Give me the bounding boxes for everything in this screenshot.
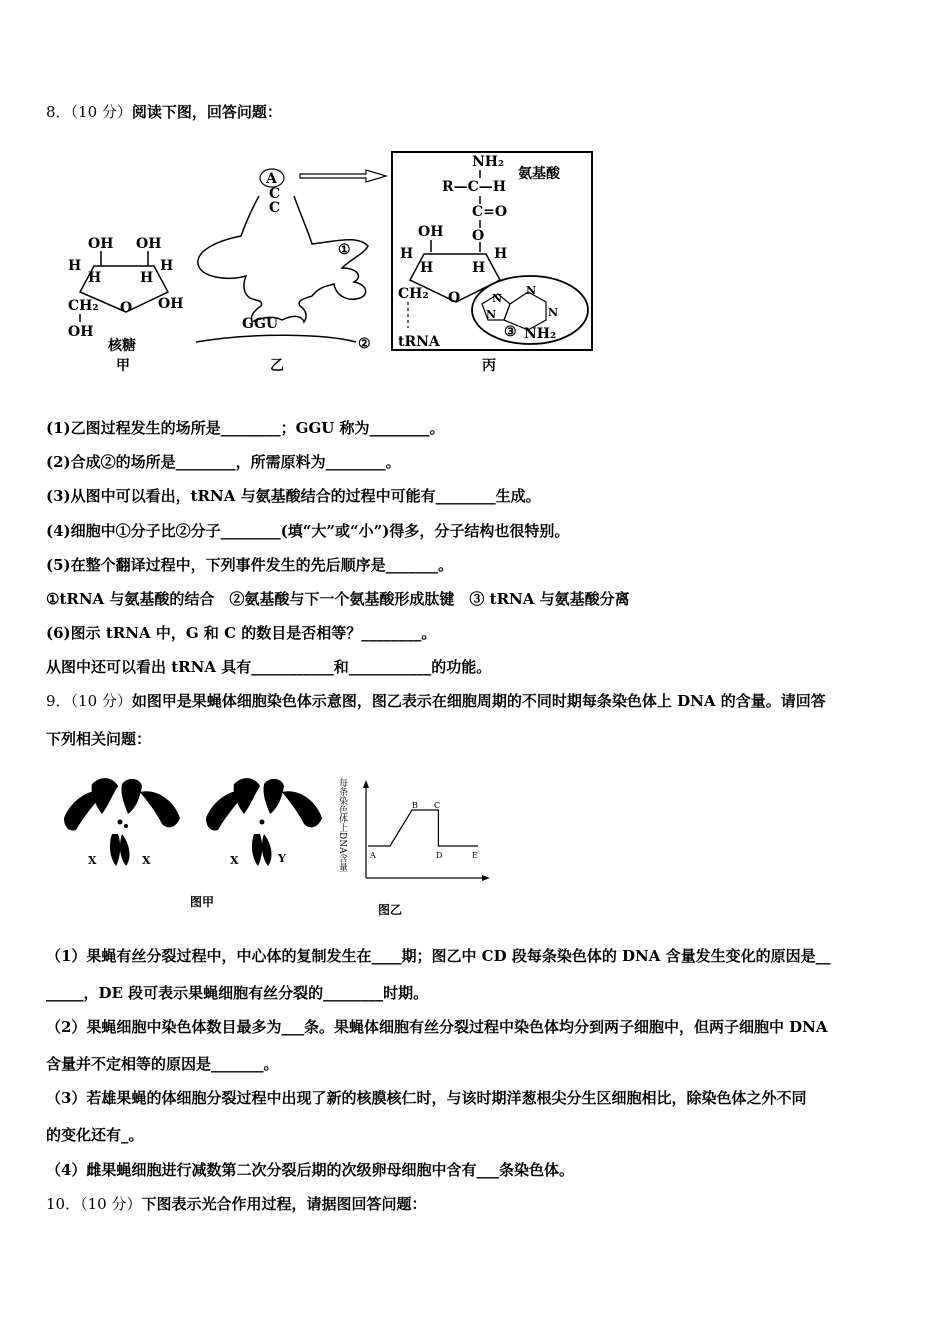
- q9-line-3: （2）果蝇细胞中染色体数目最多为___条。果蝇体细胞有丝分裂过程中染色体均分到两子细胞中，但两子细胞中 DNA: [46, 1018, 828, 1036]
- chart-point-d: D: [436, 851, 443, 860]
- q8-line-1: (1)乙图过程发生的场所是________；GGU 称为________。: [46, 419, 445, 437]
- bing-oh: OH: [418, 224, 444, 240]
- q8-prompt: 阅读下图，回答问题：: [131, 103, 282, 121]
- chart-point-e: E: [472, 851, 478, 860]
- bing-h4: H: [494, 246, 508, 262]
- jia-caption: 甲: [116, 358, 130, 374]
- bing-n1: N: [492, 292, 503, 305]
- jia-oh1: OH: [88, 236, 114, 252]
- jia-ch2: CH₂: [68, 298, 99, 314]
- bing-r: R—C—H: [442, 179, 507, 195]
- bing-n4: N: [548, 306, 559, 319]
- q8-line-6: ①tRNA 与氨基酸的结合 ②氨基酸与下一个氨基酸形成肽键 ③ tRNA 与氨基酸分离: [46, 590, 630, 608]
- q8-line-4: (4)细胞中①分子比②分子________(填“大”或“小”)得多，分子结构也很特别。: [46, 522, 570, 540]
- jia-oh2: OH: [136, 236, 162, 252]
- bing-m3: ③: [504, 324, 517, 340]
- q8-line-8: 从图中还可以看出 tRNA 具有___________和___________的功能。: [46, 658, 492, 676]
- q8-figure: [46, 136, 608, 382]
- fig-yi-caption: 图乙: [378, 903, 403, 917]
- q9-number: 9．: [46, 692, 71, 710]
- bing-n3: N: [526, 284, 537, 297]
- jia-name: 核糖: [108, 338, 136, 354]
- q9-prompt-b: 下列相关问题：: [46, 730, 152, 748]
- bing-trna: tRNA: [398, 334, 440, 350]
- bing-o1: O: [472, 228, 485, 244]
- q9-header: [46, 691, 826, 711]
- q8-line-2: (2)合成②的场所是________，所需原料为________。: [46, 453, 401, 471]
- q8-line-3: (3)从图中可以看出，tRNA 与氨基酸结合的过程中可能有________生成。: [46, 487, 541, 505]
- yi-a: A: [266, 171, 277, 187]
- fig-jia-caption: 图甲: [190, 895, 215, 909]
- chromosome-female: [64, 778, 180, 866]
- ribose-structure-jia: [68, 236, 183, 374]
- dna-content-chart: [337, 777, 490, 881]
- jia-oh4: OH: [68, 324, 94, 340]
- chrom-x1: X: [88, 854, 97, 867]
- chromosome-male: [206, 778, 322, 866]
- jia-o: O: [120, 300, 133, 316]
- chart-point-a: A: [370, 851, 376, 860]
- chart-point-b: B: [412, 801, 418, 810]
- q9-line-5: （3）若雄果蝇的体细胞分裂过程中出现了新的核膜核仁时，与该时期洋葱根尖分生区细胞相比，除染色体之外不同: [46, 1089, 807, 1107]
- jia-h3: H: [140, 270, 154, 286]
- q8-number: 8．: [46, 103, 71, 121]
- q9-score: （10 分）: [70, 692, 132, 710]
- chrom-x3: X: [230, 854, 239, 867]
- bing-h2: H: [420, 260, 434, 276]
- q10-prompt: 下图表示光合作用过程，请据图回答问题：: [141, 1195, 427, 1213]
- q10-header: [46, 1194, 426, 1214]
- trna-cloverleaf-yi: [196, 169, 371, 374]
- aminoacyl-trna-bing: [392, 152, 592, 374]
- q9-line-1: （1）果蝇有丝分裂过程中，中心体的复制发生在____期；图乙中 CD 段每条染色体的 DNA 含量发生变化的原因是__: [46, 947, 831, 965]
- yi-c1: C: [269, 186, 281, 202]
- q10-number: 10．: [46, 1195, 81, 1213]
- yi-anticodon: GGU: [242, 316, 279, 332]
- yi-caption: 乙: [270, 358, 284, 374]
- yi-m1: ①: [338, 242, 351, 258]
- yi-m2: ②: [358, 336, 371, 352]
- chart-ylabel: 每条染色体上DNA含量: [337, 778, 347, 872]
- q9-line-7: （4）雌果蝇细胞进行减数第二次分裂后期的次级卵母细胞中含有___条染色体。: [46, 1161, 574, 1179]
- q9-figure: [56, 774, 496, 924]
- chart-point-c: C: [434, 801, 441, 810]
- bing-ch2: CH₂: [398, 286, 429, 302]
- jia-oh3: OH: [158, 296, 184, 312]
- yi-c2: C: [269, 200, 281, 216]
- bing-h3: H: [472, 260, 486, 276]
- q9-line-2: _____，DE 段可表示果蝇细胞有丝分裂的________时期。: [46, 984, 429, 1002]
- bing-caption: 丙: [482, 358, 496, 374]
- bing-co: C=O: [472, 204, 508, 220]
- jia-h1: H: [68, 258, 82, 274]
- q8-score: （10 分）: [70, 103, 132, 121]
- q8-line-7: (6)图示 tRNA 中，G 和 C 的数目是否相等？________。: [46, 624, 437, 642]
- bing-nh2: NH₂: [472, 154, 505, 170]
- bing-h1: H: [400, 246, 414, 262]
- chrom-x2: X: [142, 854, 151, 867]
- bing-aa: 氨基酸: [518, 166, 560, 182]
- jia-h4: H: [160, 258, 174, 274]
- q8-header: [46, 102, 282, 122]
- q9-prompt-a: 如图甲是果蝇体细胞染色体示意图，图乙表示在细胞周期的不同时期每条染色体上 DNA 的含量。请回答: [131, 692, 826, 710]
- q9-line-4: 含量并不定相等的原因是_______。: [46, 1055, 279, 1073]
- bing-o2: O: [448, 290, 461, 306]
- jia-h2: H: [88, 270, 102, 286]
- q8-line-5: (5)在整个翻译过程中，下列事件发生的先后顺序是_______。: [46, 556, 454, 574]
- bing-nh2b: NH₂: [524, 326, 557, 342]
- chart-series-line: [368, 810, 478, 846]
- q10-score: （10 分）: [80, 1195, 142, 1213]
- chrom-y: Y: [278, 852, 286, 865]
- q9-line-6: 的变化还有_。: [46, 1126, 144, 1144]
- bing-n2: N: [486, 308, 497, 321]
